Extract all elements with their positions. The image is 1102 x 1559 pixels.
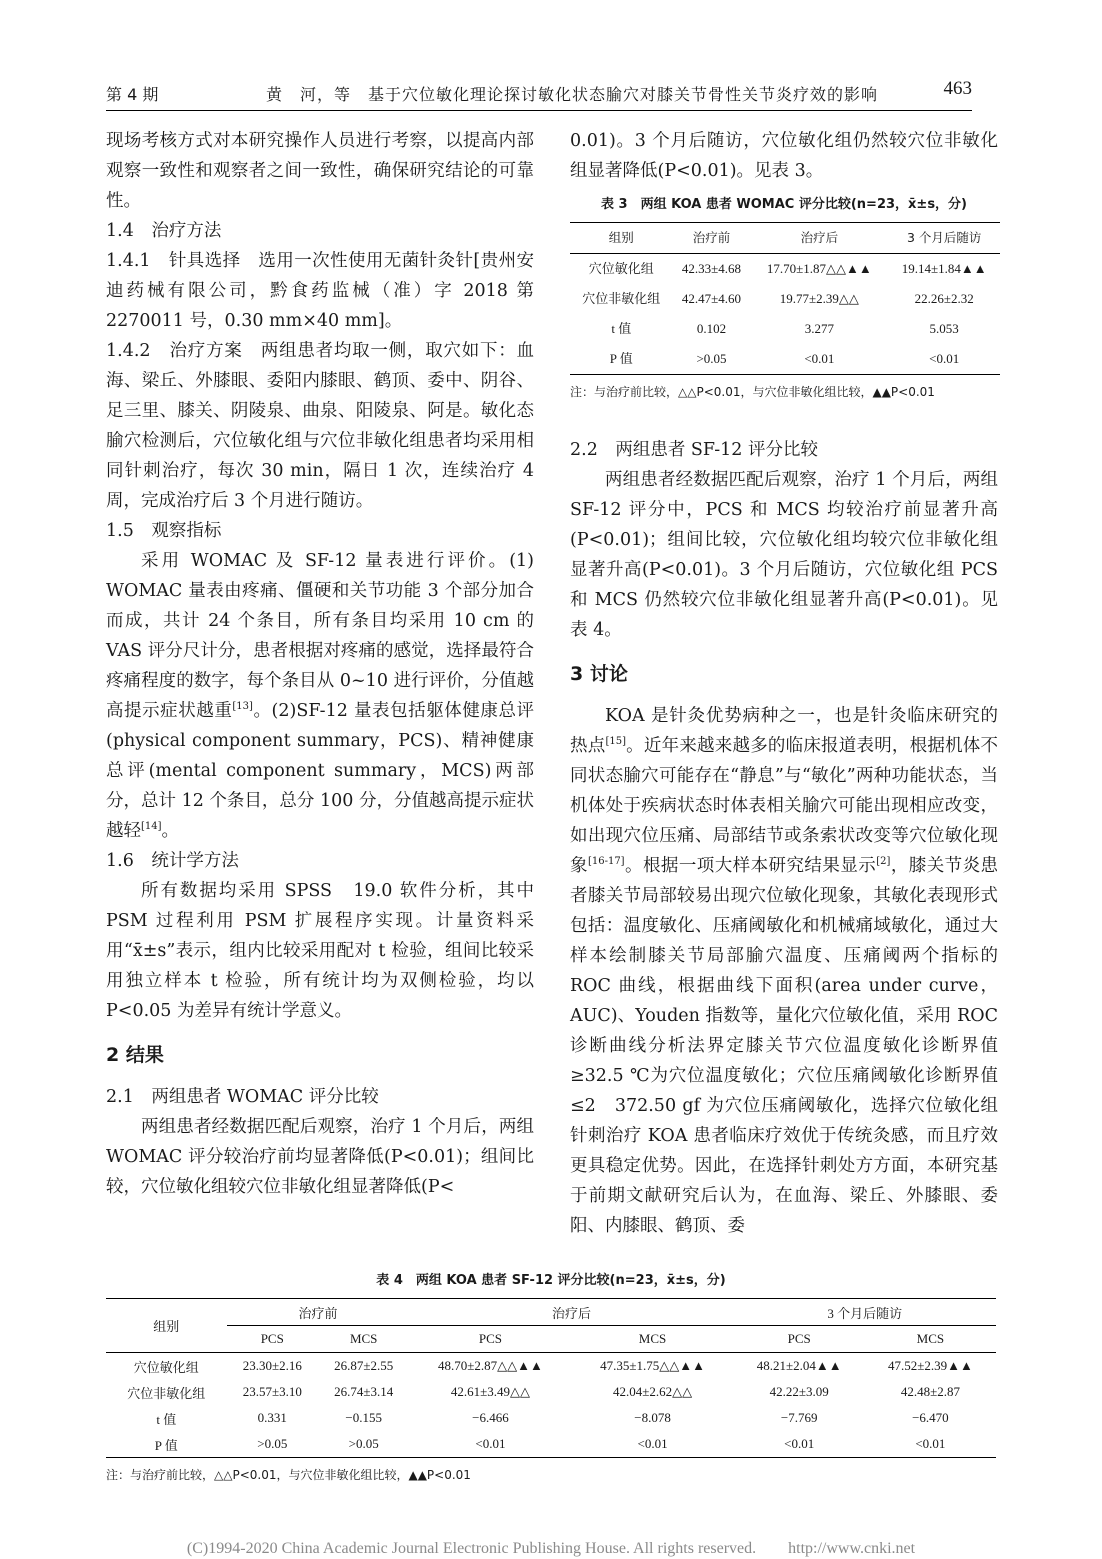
table-cell: <0.01: [750, 344, 888, 375]
table-cell: 19.77±2.39△△: [779, 291, 859, 306]
table-cell: <0.01: [888, 344, 1000, 375]
table-cell: 47.52±2.39▲▲: [887, 1358, 973, 1373]
table-cell: 穴位敏化组: [133, 1359, 199, 1375]
table-cell: 42.47±4.60: [681, 291, 742, 306]
table-header: 3 个月后随访: [888, 223, 1000, 254]
section-heading: 1.6 统计学方法: [106, 851, 239, 871]
table-cell: −6.466: [472, 1410, 509, 1425]
table-cell: >0.05: [227, 1431, 318, 1458]
header-rule: [106, 110, 972, 111]
running-header: [106, 78, 972, 108]
table-cell: −6.470: [912, 1410, 949, 1425]
table4-block: [106, 1262, 996, 1484]
table-header: 治疗前: [673, 223, 751, 254]
table-subheader: PCS: [227, 1326, 318, 1353]
table-cell: 42.22±3.09: [769, 1384, 829, 1399]
table-cell: 0.102: [696, 321, 727, 336]
table-header: 组别: [106, 1299, 227, 1353]
page-number: 463: [943, 78, 972, 99]
citation[interactable]: [15]: [605, 736, 626, 748]
table-header: 3 个月后随访: [734, 1299, 996, 1326]
section-heading: 1.4 治疗方法: [106, 221, 222, 241]
table3: [570, 222, 1000, 375]
section-heading: 2.2 两组患者 SF-12 评分比较: [570, 440, 818, 460]
table-cell: 穴位敏化组: [588, 261, 654, 276]
table-cell: >0.05: [673, 344, 751, 375]
paragraph: [106, 546, 534, 846]
table-cell: −0.155: [345, 1410, 382, 1425]
table-cell: t 值: [156, 1411, 177, 1427]
running-title: 黄 河，等 基于穴位敏化理论探讨敏化状态腧穴对膝关节骨性关节炎疗效的影响: [266, 85, 879, 104]
table-cell: −8.078: [634, 1410, 671, 1425]
table-cell: <0.01: [409, 1431, 571, 1458]
table-cell: <0.01: [734, 1431, 865, 1458]
citation[interactable]: [14]: [141, 821, 162, 833]
table-row: [570, 314, 1000, 344]
table3-caption: 表 3 两组 KOA 患者 WOMAC 评分比较(n=23，x̄±s，分): [601, 197, 967, 212]
text-run: KOA 是针灸优势病种之一，也是针灸临床研究的热点: [570, 706, 998, 756]
table4-note: 注：与治疗前比较，△△P<0.01，与穴位非敏化组比较，▲▲P<0.01: [106, 1468, 471, 1482]
table-cell: P 值: [106, 1431, 227, 1458]
table-cell: 42.33±4.68: [681, 261, 742, 276]
text-run: 。近年来越来越多的临床报道表明，根据机体不同状态腧穴可能存在“静息”与“敏化”两种功能状态，当机体处于疾病状态时体表相关腧穴可能出现相应改变，如出现穴位压痛、局部结节或条索状改变等穴位敏化现象: [570, 736, 999, 876]
text-run: ，膝关节炎患者膝关节局部较易出现穴位敏化现象，其敏化表现形式包括：温度敏化、压痛阈敏化和机械痛域敏化，通过大样本绘制膝关节局部腧穴温度、压痛阈两个指标的 ROC 曲线，根据曲线下面积(area under curve，AUC)、Youden 指数等，量化穴位敏化值，采用 ROC 诊断曲线分析法界定膝关节穴位温度敏化诊断界值≥32.5 ℃为穴位温度敏化；穴位压痛阈敏化诊断界值≤2 372.50 gf 为穴位压痛阈敏化，选择穴位敏化组针刺治疗 KOA 患者临床疗效优于传统灸感，而且疗效更具稳定优势。因此，在选择针刺处方方面，本研究基于前期文献研究后认为，在血海、梁丘、外膝眼、委阳、内膝眼、鹤顶、委: [570, 856, 999, 1236]
paragraph: 两组患者经数据匹配后观察，治疗 1 个月后，两组 SF-12 评分中，PCS 和 MCS 均较治疗前显著升高(P<0.01)；组间比较，穴位敏化组均较穴位非敏化组显著升高(P<0.01)。3 个月后随访，穴位敏化组 PCS 和 MCS 仍然较穴位非敏化组显著升高(P<0.01)。见表 4。: [570, 470, 998, 640]
table-cell: t 值: [611, 321, 632, 336]
table-cell: 23.57±3.10: [242, 1384, 302, 1399]
paragraph: 两组患者经数据匹配后观察，治疗 1 个月后，两组 WOMAC 评分较治疗前均显著降低(P<0.01)；组间比较，穴位敏化组较穴位非敏化组显著降低(P<: [106, 1117, 534, 1197]
table-subheader: MCS: [571, 1326, 733, 1353]
left-column: [106, 126, 534, 1202]
table-header: 治疗后: [750, 223, 888, 254]
paragraph: 现场考核方式对本研究操作人员进行考察，以提高内部观察一致性和观察者之间一致性，确保研究结论的可靠性。: [106, 131, 534, 211]
table-cell: P 值: [570, 344, 673, 375]
right-column: [570, 126, 998, 1241]
table-cell: 42.48±2.87: [900, 1384, 960, 1399]
issue-label: 第 4 期: [106, 85, 159, 104]
copyright-footer: (C)1994-2020 China Academic Journal Electronic Publishing House. All rights reserved. http://www.cnki.net: [186, 1540, 916, 1557]
table-row: [570, 344, 1000, 375]
section-heading: 2.1 两组患者 WOMAC 评分比较: [106, 1087, 379, 1107]
section-heading: 1.5 观察指标: [106, 521, 222, 541]
table-cell: 穴位非敏化组: [127, 1385, 206, 1401]
table-cell: −7.769: [780, 1410, 818, 1425]
text-run: 。: [161, 821, 180, 841]
paragraph: 1.4.2 治疗方案 两组患者均取一侧，取穴如下：血海、梁丘、外膝眼、委阳内膝眼、鹤顶、委中、阴谷、足三里、膝关、阴陵泉、曲泉、阳陵泉、阿是。敏化态腧穴检测后，穴位敏化组与穴位非敏化组患者均采用相同针刺治疗，每次 30 min，隔日 1 次，连续治疗 4 周，完成治疗后 3 个月进行随访。: [106, 341, 534, 511]
table-cell: 26.87±2.55: [334, 1358, 394, 1373]
table4-caption: 表 4 两组 KOA 患者 SF-12 评分比较(n=23，x̄±s，分): [376, 1273, 726, 1288]
table-row: [106, 1405, 996, 1431]
table-row: [106, 1379, 996, 1405]
section-heading: 3 讨论: [570, 663, 628, 685]
table-cell: 26.74±3.14: [334, 1384, 394, 1399]
table-header: 组别: [570, 223, 673, 254]
table-row: [570, 284, 1000, 314]
table-cell: 23.30±2.16: [242, 1358, 302, 1373]
citation[interactable]: [16-17]: [587, 856, 625, 868]
text-run: 采用 WOMAC 及 SF-12 量表进行评价。(1) WOMAC 量表由疼痛、僵硬和关节功能 3 个部分加合而成，共计 24 个条目，所有条目均采用 10 cm 的 VAS 评分尺计分，患者根据对疼痛的感觉，选择最符合疼痛程度的数字，每个条目从 0~10 进行评价，分值越高提示症状越重: [106, 551, 534, 721]
table-cell: 42.61±3.49△△: [450, 1384, 530, 1399]
table-cell: 5.053: [929, 321, 959, 336]
paragraph: [570, 701, 998, 1241]
table-cell: 48.21±2.04▲▲: [756, 1358, 842, 1373]
table-row: [106, 1353, 996, 1380]
table-cell: 42.04±2.62△△: [612, 1384, 693, 1399]
table-cell: <0.01: [571, 1431, 733, 1458]
table3-note: 注：与治疗前比较，△△P<0.01，与穴位非敏化组比较，▲▲P<0.01: [570, 385, 935, 399]
section-heading: 2 结果: [106, 1044, 164, 1066]
table-row: [570, 254, 1000, 285]
table-subheader: MCS: [865, 1326, 996, 1353]
table-cell: 48.70±2.87△△▲▲: [438, 1358, 543, 1373]
text-run: 。根据一项大样本研究结果显示: [624, 856, 877, 876]
table-cell: 22.26±2.32: [914, 291, 974, 306]
table-subheader: MCS: [318, 1326, 409, 1353]
table-cell: 19.14±1.84▲▲: [901, 261, 987, 276]
table-subheader: PCS: [409, 1326, 571, 1353]
table-cell: >0.05: [318, 1431, 409, 1458]
table-cell: 47.35±1.75△△▲▲: [600, 1358, 705, 1373]
table-cell: 17.70±1.87△△▲▲: [766, 261, 872, 276]
paragraph: 1.4.1 针具选择 选用一次性使用无菌针灸针[贵州安迪药械有限公司，黔食药监械（准）字 2018 第 2270011 号，0.30 mm×40 mm]。: [106, 251, 534, 331]
table-subheader: PCS: [734, 1326, 865, 1353]
paragraph: 所有数据均采用 SPSS 19.0 软件分析，其中 PSM 过程利用 PSM 扩展程序实现。计量资料采用“x̄±s”表示，组内比较采用配对 t 检验，组间比较采用独立样本 t 检验，所有统计均为双侧检验，均以 P<0.05 为差异有统计学意义。: [106, 881, 534, 1021]
table-row: [106, 1431, 996, 1458]
table4: [106, 1298, 996, 1458]
table-header: 治疗后: [409, 1299, 733, 1326]
citation[interactable]: [13]: [232, 701, 253, 713]
table-cell: 3.277: [804, 321, 834, 336]
table-cell: 0.331: [257, 1410, 287, 1425]
table-header: 治疗前: [227, 1299, 410, 1326]
text-run: 。(2)SF-12 量表包括躯体健康总评(physical component summary，PCS)、精神健康总评(mental component summary，MCS)两部分，总计 12 个条目，总分 100 分，分值越高提示症状越轻: [106, 701, 534, 841]
paragraph: 0.01)。3 个月后随访，穴位敏化组仍然较穴位非敏化组显著降低(P<0.01)。见表 3。: [570, 131, 998, 181]
table-cell: <0.01: [865, 1431, 996, 1458]
table-cell: 穴位非敏化组: [582, 291, 661, 306]
citation[interactable]: [2]: [876, 856, 891, 868]
